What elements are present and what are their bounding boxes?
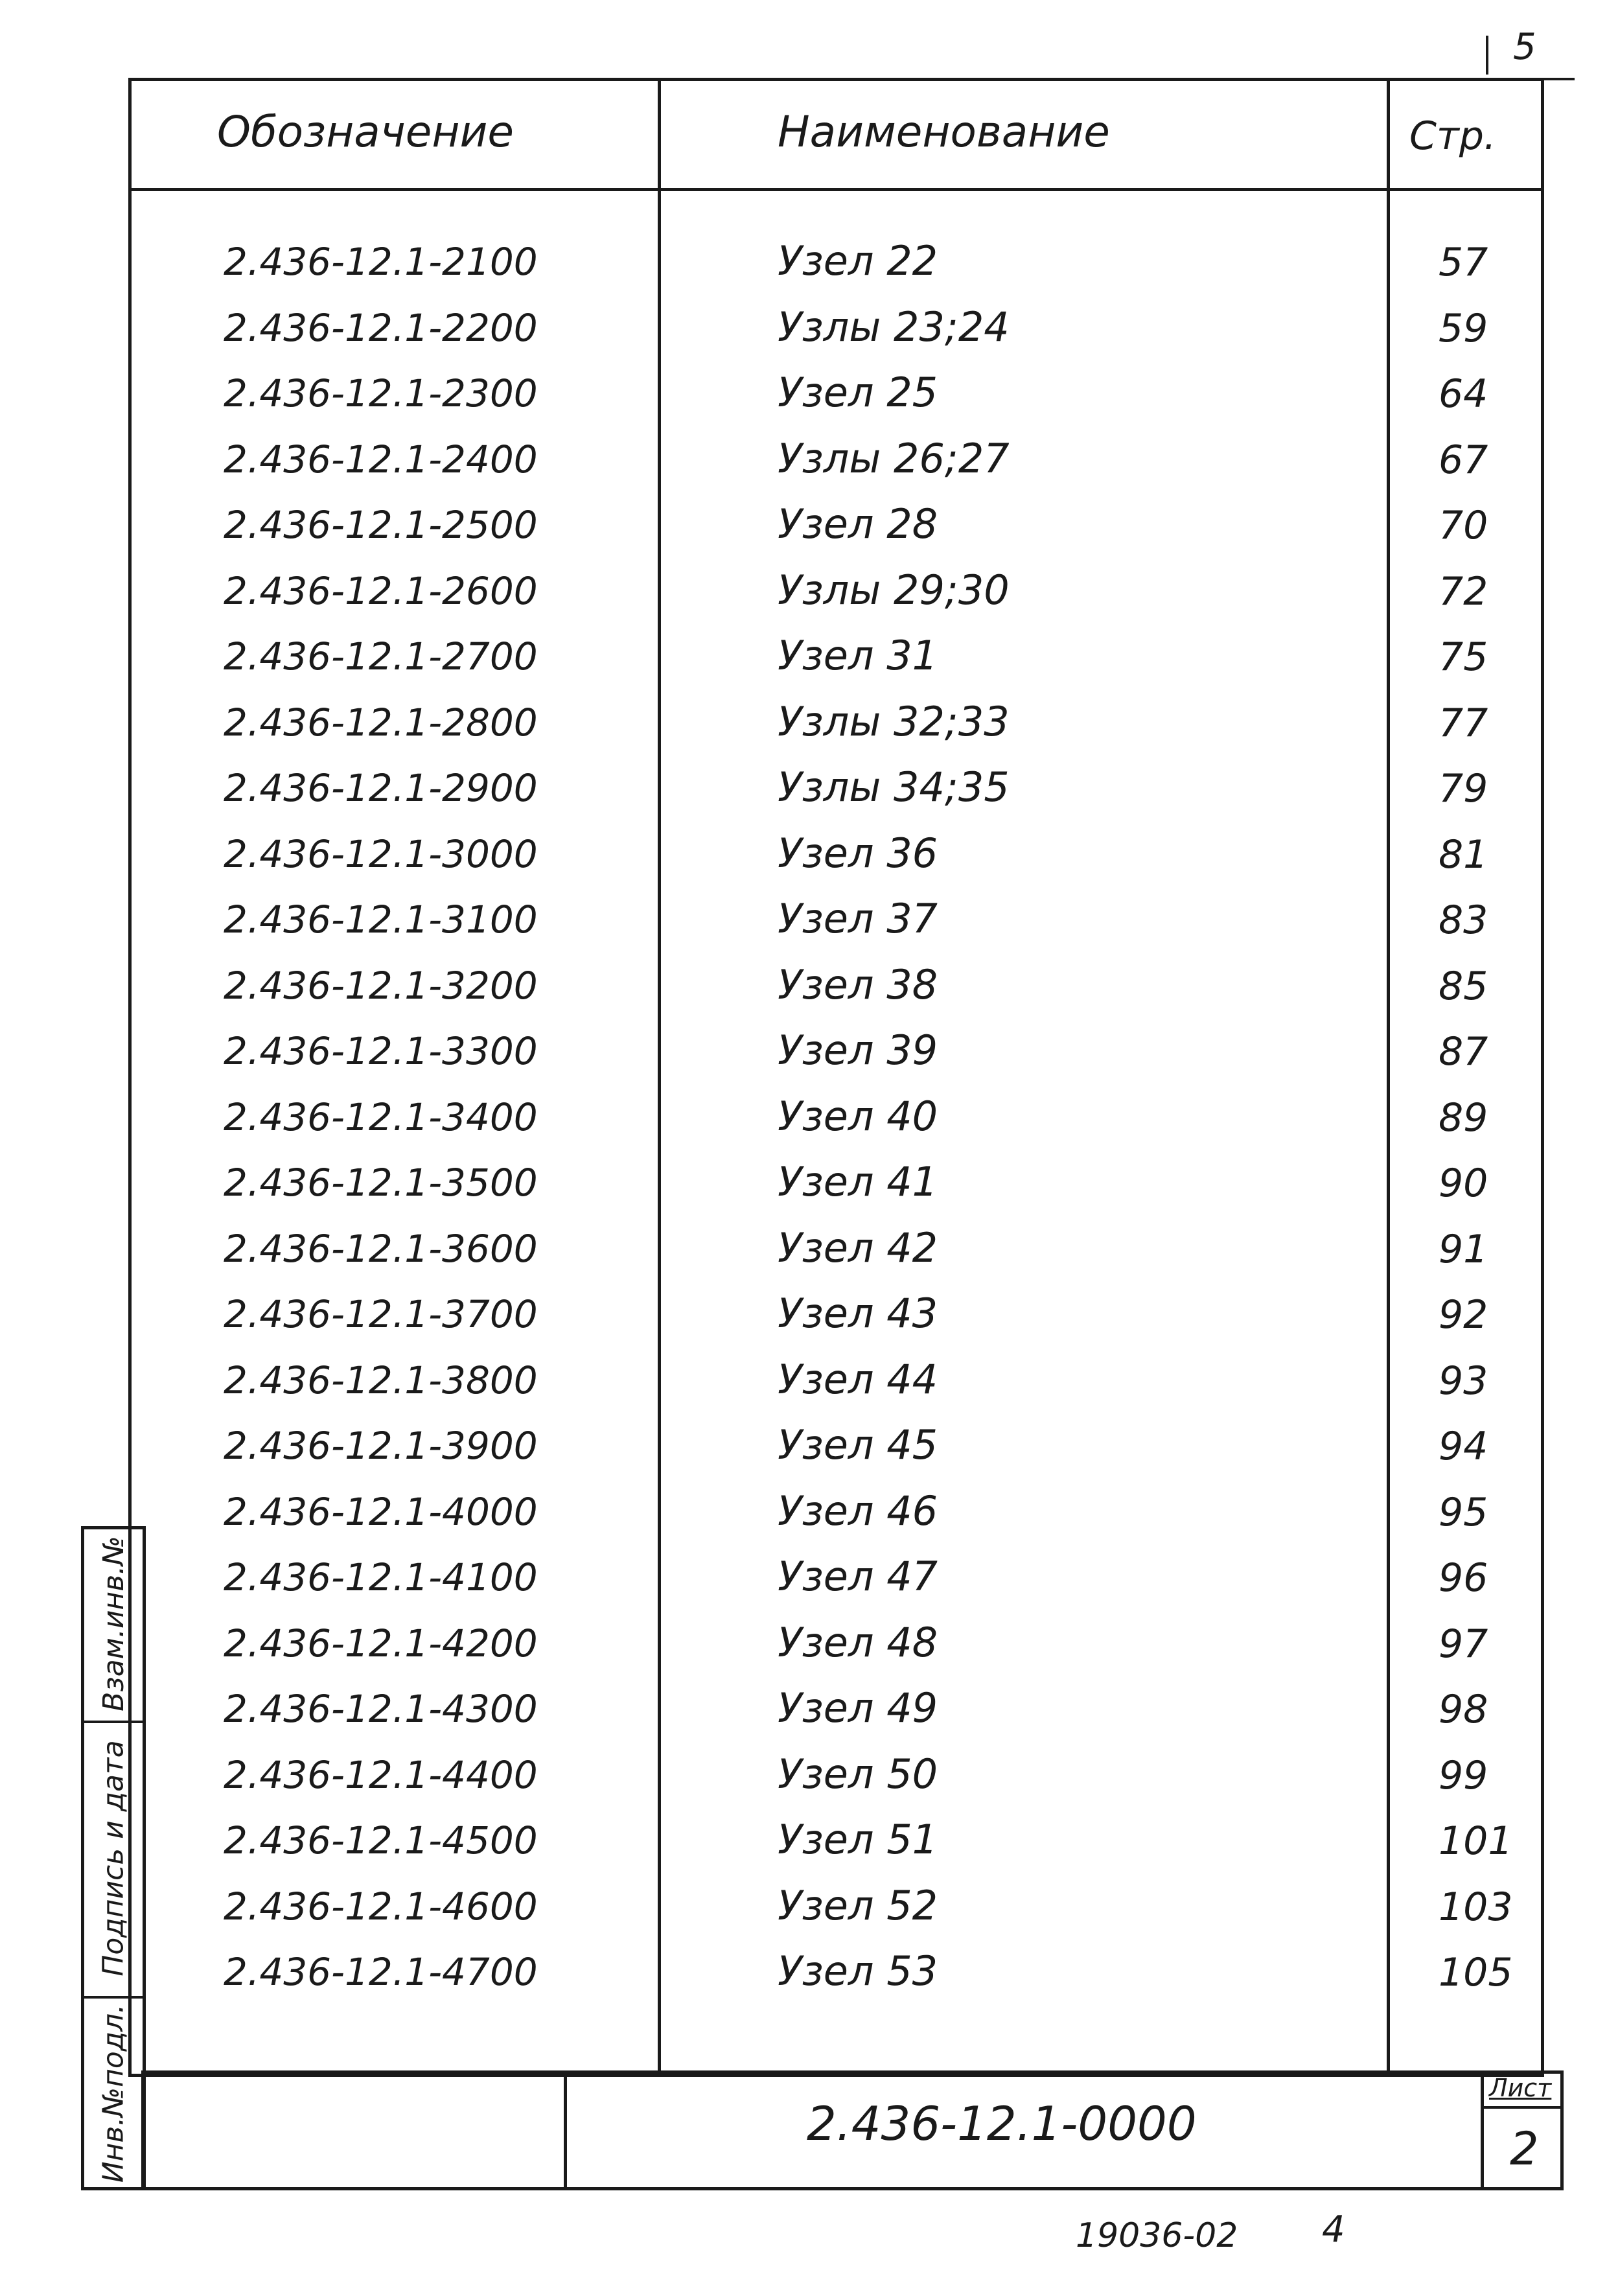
header-name: Наименование (778, 107, 1110, 157)
table-row (0, 1549, 1607, 1614)
side-stamp-signature-date: Подпись и дата (97, 1740, 130, 1977)
row-designation: 2.436-12.1-3500 (224, 1161, 538, 1205)
row-designation: 2.436-12.1-3600 (224, 1226, 538, 1271)
row-page: 64 (1439, 371, 1488, 417)
row-name: Узел 43 (778, 1290, 938, 1337)
row-page: 59 (1439, 305, 1488, 351)
row-designation: 2.436-12.1-2400 (224, 437, 538, 481)
row-page: 105 (1439, 1950, 1513, 1995)
row-name: Узел 44 (778, 1355, 938, 1403)
document-code: 2.436-12.1-0000 (807, 2096, 1197, 2151)
row-designation: 2.436-12.1-4000 (224, 1489, 538, 1534)
row-designation: 2.436-12.1-2200 (224, 305, 538, 350)
table-row (0, 826, 1607, 890)
table-row (0, 1746, 1607, 1811)
row-name: Узлы 29;30 (778, 566, 1010, 614)
row-page: 93 (1439, 1358, 1488, 1404)
row-designation: 2.436-12.1-3300 (224, 1029, 538, 1073)
row-name: Узел 52 (778, 1881, 938, 1929)
row-page: 97 (1439, 1621, 1488, 1667)
title-block-divider-1 (564, 2070, 567, 2190)
row-name: Узел 38 (778, 960, 938, 1008)
side-stamp-replacing-inv: Взам.инв.№ (97, 1535, 130, 1711)
row-designation: 2.436-12.1-3400 (224, 1095, 538, 1139)
row-designation: 2.436-12.1-2900 (224, 766, 538, 810)
row-designation: 2.436-12.1-4200 (224, 1621, 538, 1665)
row-designation: 2.436-12.1-3900 (224, 1424, 538, 1468)
sheet-number: 2 (1510, 2122, 1539, 2175)
table-row (0, 1023, 1607, 1087)
header-designation: Обозначение (217, 107, 514, 157)
row-name: Узлы 32;33 (778, 697, 1010, 745)
table-row (0, 1943, 1607, 2008)
format-number: 4 (1322, 2209, 1345, 2251)
row-page: 98 (1439, 1687, 1488, 1732)
row-name: Узел 25 (778, 369, 938, 416)
row-designation: 2.436-12.1-3100 (224, 898, 538, 942)
row-name: Узел 36 (778, 829, 938, 877)
row-name: Узел 37 (778, 895, 938, 942)
table-row (0, 1286, 1607, 1351)
row-designation: 2.436-12.1-4300 (224, 1687, 538, 1731)
row-designation: 2.436-12.1-4600 (224, 1884, 538, 1929)
row-page: 103 (1439, 1884, 1513, 1930)
row-designation: 2.436-12.1-4400 (224, 1752, 538, 1797)
row-page: 91 (1439, 1226, 1488, 1272)
row-name: Узел 46 (778, 1487, 938, 1535)
row-page: 79 (1439, 766, 1488, 811)
row-name: Узел 22 (778, 237, 938, 284)
row-page: 77 (1439, 700, 1488, 746)
table-row (0, 1878, 1607, 1943)
row-designation: 2.436-12.1-2600 (224, 568, 538, 613)
table-row (0, 1483, 1607, 1548)
archive-number: 19036-02 (1076, 2216, 1238, 2255)
row-page: 101 (1439, 1818, 1513, 1864)
side-stamp-cells (81, 1526, 146, 2190)
row-name: Узел 40 (778, 1092, 938, 1140)
row-page: 75 (1439, 634, 1488, 680)
sheet-label: Лист (1489, 2074, 1552, 2102)
table-row (0, 1220, 1607, 1285)
row-designation: 2.436-12.1-3700 (224, 1292, 538, 1336)
row-page: 57 (1439, 240, 1488, 285)
row-name: Узел 51 (778, 1816, 938, 1863)
row-page: 67 (1439, 437, 1488, 483)
table-row (0, 299, 1607, 364)
row-designation: 2.436-12.1-2800 (224, 700, 538, 745)
row-name: Узел 53 (778, 1947, 938, 1995)
row-name: Узел 41 (778, 1158, 938, 1205)
table-row (0, 1417, 1607, 1482)
corner-sheet-mark: 5 (1513, 26, 1536, 68)
header-page: Стр. (1409, 113, 1497, 159)
title-block-sheet-divider (1481, 2106, 1564, 2109)
table-row (0, 628, 1607, 693)
table-row (0, 1154, 1607, 1219)
row-page: 85 (1439, 963, 1488, 1009)
row-page: 72 (1439, 568, 1488, 614)
table-row (0, 496, 1607, 561)
table-row (0, 1615, 1607, 1680)
row-designation: 2.436-12.1-3200 (224, 963, 538, 1008)
row-name: Узел 45 (778, 1421, 938, 1468)
row-name: Узел 31 (778, 632, 938, 679)
row-page: 89 (1439, 1095, 1488, 1141)
row-name: Узлы 23;24 (778, 303, 1010, 351)
row-name: Узел 49 (778, 1684, 938, 1732)
table-row (0, 431, 1607, 496)
row-name: Узел 50 (778, 1750, 938, 1798)
row-page: 81 (1439, 831, 1488, 877)
row-name: Узел 28 (778, 500, 938, 548)
row-page: 70 (1439, 503, 1488, 548)
row-page: 92 (1439, 1292, 1488, 1338)
row-name: Узел 39 (778, 1026, 938, 1074)
row-page: 87 (1439, 1029, 1488, 1074)
row-name: Узлы 34;35 (778, 763, 1010, 811)
row-page: 94 (1439, 1424, 1488, 1469)
row-name: Узел 47 (778, 1553, 938, 1600)
row-name: Узел 42 (778, 1223, 938, 1271)
row-designation: 2.436-12.1-4500 (224, 1818, 538, 1862)
row-page: 95 (1439, 1489, 1488, 1535)
row-designation: 2.436-12.1-2100 (224, 240, 538, 284)
row-designation: 2.436-12.1-3800 (224, 1358, 538, 1402)
row-page: 96 (1439, 1555, 1488, 1601)
row-name: Узел 48 (778, 1618, 938, 1666)
row-designation: 2.436-12.1-4100 (224, 1555, 538, 1599)
row-designation: 2.436-12.1-3000 (224, 831, 538, 876)
table-row (0, 891, 1607, 956)
row-designation: 2.436-12.1-2700 (224, 634, 538, 678)
side-stamp-inv-orig: Инв.№подл. (97, 2004, 130, 2183)
row-page: 90 (1439, 1161, 1488, 1206)
row-page: 99 (1439, 1752, 1488, 1798)
table-row (0, 365, 1607, 430)
row-page: 83 (1439, 898, 1488, 943)
title-block-divider-2 (1481, 2070, 1484, 2190)
table-row (0, 957, 1607, 1022)
row-designation: 2.436-12.1-2300 (224, 371, 538, 415)
table-row (0, 1089, 1607, 1154)
row-designation: 2.436-12.1-2500 (224, 503, 538, 547)
table-row (0, 694, 1607, 759)
table-row (0, 562, 1607, 627)
table-row (0, 1812, 1607, 1877)
row-name: Узлы 26;27 (778, 434, 1010, 482)
row-designation: 2.436-12.1-4700 (224, 1950, 538, 1994)
table-row (0, 760, 1607, 824)
table-row (0, 1680, 1607, 1745)
table-row (0, 1352, 1607, 1417)
table-row (0, 233, 1607, 298)
